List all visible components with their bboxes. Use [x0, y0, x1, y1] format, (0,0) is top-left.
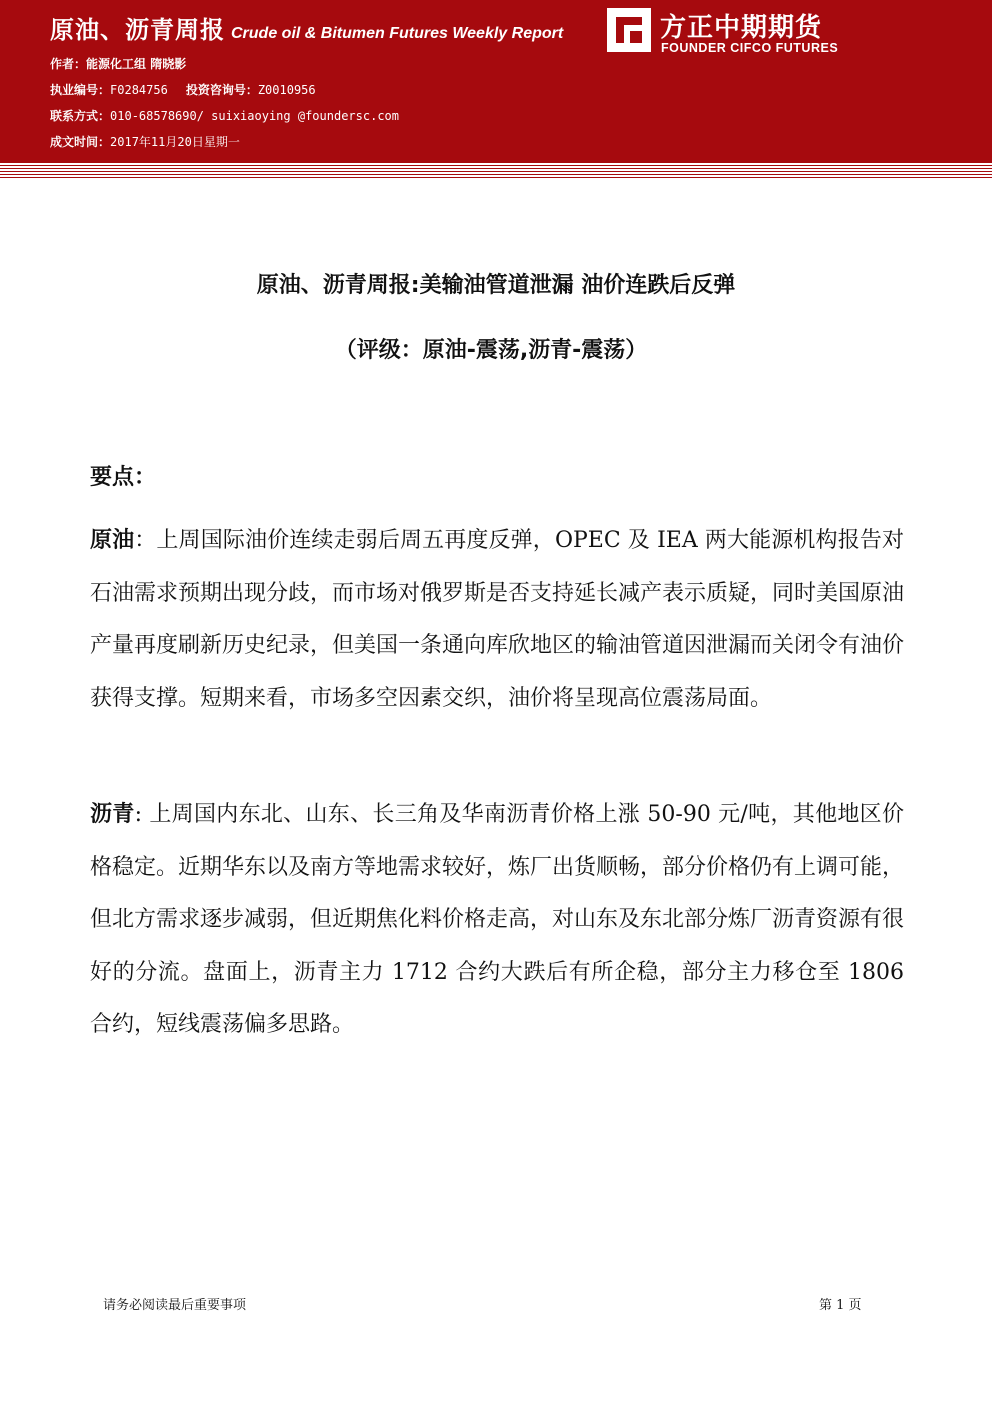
license-value: F0284756	[110, 83, 168, 97]
report-title: 原油、沥青周报:美输油管道泄漏 油价连跌后反弹	[256, 273, 736, 298]
author-label: 作者：	[50, 57, 87, 71]
contact-label: 联系方式：	[50, 109, 111, 123]
report-header	[0, 0, 992, 162]
consult-value: Z0010956	[257, 83, 316, 97]
logo-text-en: FOUNDER CIFCO FUTURES	[661, 41, 839, 55]
author-value: 能源化工组 隋晓影	[86, 57, 187, 71]
founder-logo-icon	[606, 7, 652, 53]
consult-label: 投资咨询号：	[185, 83, 258, 97]
bitumen-text: : 上周国内东北、山东、长三角及华南沥青价格上涨 50-90 元/吨，其他地区价格稳定。近期华东以及南方等地需求较好，炼厂出货顺畅，部分价格仍有上调可能，但北方需求逐步减弱，但近期焦化料价格走高，对山东及东北部分炼厂沥青资源有很好的分流。盘面上，沥青主力 1712 合约大跌后有所企稳，部分主力移仓至 1806 合约，短线震荡偏多思路。	[90, 802, 905, 1037]
company-logo	[606, 7, 866, 57]
header-title-cn: 原油、沥青周报	[50, 16, 225, 44]
report-rating: （评级：原油-震荡,沥青-震荡）	[334, 338, 648, 363]
license-label: 执业编号：	[50, 83, 111, 97]
bitumen-paragraph	[90, 789, 904, 1052]
header-title	[50, 10, 563, 45]
date-value: 2017年11月20日星期一	[110, 135, 240, 149]
contact-line	[50, 107, 399, 124]
footer-disclaimer: 请务必阅读最后重要事项	[103, 1298, 247, 1313]
author-line	[50, 55, 186, 72]
date-line	[50, 133, 240, 150]
logo-text-cn: 方正中期期货	[660, 13, 823, 43]
crude-oil-text: ：上周国际油价连续走弱后周五再度反弹，OPEC 及 IEA 两大能源机构报告对石油需求预期出现分歧，而市场对俄罗斯是否支持延长减产表示质疑，同时美国原油产量再度刷新历史纪录，但美国一条通向库欣地区的输油管道因泄漏而关闭令有油价获得支撑。短期来看，市场多空因素交织，油价将呈现高位震荡局面。	[90, 528, 905, 711]
bitumen-lead: 沥青	[90, 802, 135, 827]
header-divider	[0, 162, 992, 178]
key-points-heading: 要点：	[90, 465, 157, 490]
header-title-en: Crude oil & Bitumen Futures Weekly Report	[231, 25, 564, 42]
crude-oil-lead: 原油	[90, 528, 135, 553]
date-label: 成文时间：	[50, 135, 111, 149]
crude-oil-paragraph	[90, 515, 904, 725]
page-number: 第 1 页	[819, 1298, 862, 1313]
license-line	[50, 81, 316, 98]
contact-value: 010-68578690/ suixiaoying @foundersc.com	[110, 109, 399, 123]
